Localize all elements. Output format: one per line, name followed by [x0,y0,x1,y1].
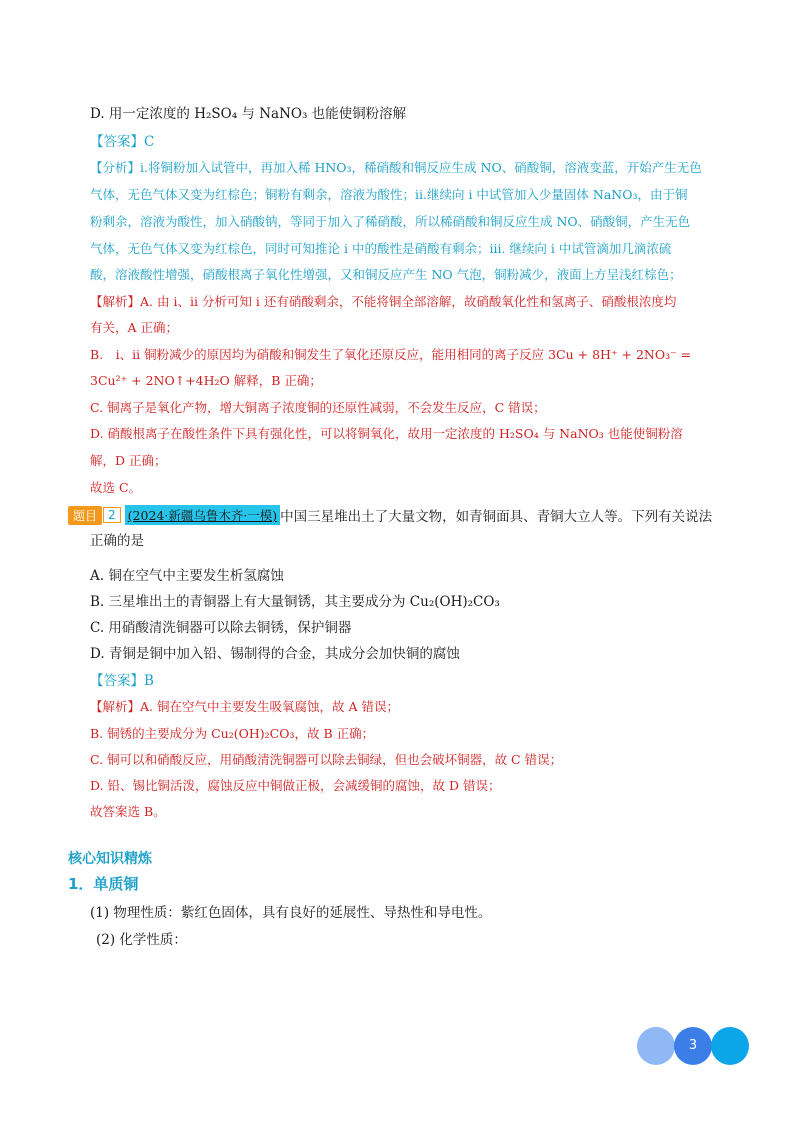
option-d: D. 用一定浓度的 H₂SO₄ 与 NaNO₃ 也能使铜粉溶解 [90,106,407,122]
solution-line: B. 铜锈的主要成分为 Cu₂(OH)₂CO₃，故 B 正确； [90,726,375,741]
page-number-badge [637,1027,752,1067]
question-stem-cont: 正确的是 [90,533,144,549]
question-header [68,505,712,525]
answer-line [90,132,154,152]
analysis-line: 粉剩余，溶液为酸性，加入硝酸钠，等同于加入了稀硝酸，所以稀硝酸和铜反应生成 NO、硝酸铜，产生无色 [90,214,691,229]
analysis-line: 气体，无色气体又变为红棕色，同时可知推论 i 中的酸性是硝酸有剩余；iii. 继续向 i 中试管滴加几滴浓硫 [90,241,672,256]
solution-line: D. 硝酸根离子在酸性条件下具有强化性，可以将铜氧化，故用一定浓度的 H₂SO₄ 与 NaNO₃ 也能使铜粉溶 [90,426,683,441]
solution-line: B. i、ii 铜粉减少的原因均为硝酸和铜发生了氧化还原反应，能用相同的离子反应 3Cu + 8H⁺ + 2NO₃⁻ = [90,347,692,362]
analysis-line: 【分析】i.将铜粉加入试管中，再加入稀 HNO₃，稀硝酸和铜反应生成 NO、硝酸铜，溶液变蓝，开始产生无色 [90,160,702,175]
page-circle-right [711,1027,749,1065]
solution-line: 有关，A 正确； [90,320,179,335]
answer-tag: 【答案】 [90,673,144,689]
option-c: C. 用硝酸清洗铜器可以除去铜锈，保护铜器 [90,620,352,636]
page-number: 3 [688,1038,698,1053]
section-title: 核心知识精炼 [68,851,152,867]
sub-title: 1．单质铜 [68,875,139,893]
knowledge-item: (2) 化学性质： [96,932,187,948]
solution-line: C. 铜离子是氧化产物，增大铜离子浓度铜的还原性减弱，不会发生反应，C 错误； [90,400,546,415]
question-badge: 题目 [68,506,102,525]
solution-line: 3Cu²⁺ + 2NO↑+4H₂O 解释，B 正确； [90,373,322,388]
solution-line: D. 铅、锡比铜活泼，腐蚀反应中铜做正极，会减缓铜的腐蚀，故 D 错误； [90,778,501,793]
answer-line [90,671,154,691]
option-b: B. 三星堆出土的青铜器上有大量铜锈，其主要成分为 Cu₂(OH)₂CO₃ [90,594,500,610]
answer-value: C [144,134,155,150]
solution-line: 【解析】A. 由 i、ii 分析可知 i 还有硝酸剩余，不能将铜全部溶解，故硝酸氧化性和氢离子、硝酸根浓度均 [90,294,677,309]
question-source: (2024·新疆乌鲁木齐·一模) [125,505,281,525]
answer-value: B [144,673,154,689]
option-a: A. 铜在空气中主要发生析氢腐蚀 [90,568,284,584]
knowledge-item: (1) 物理性质：紫红色固体，具有良好的延展性、导热性和导电性。 [90,905,492,921]
conclusion-line: 故答案选 B。 [90,804,166,819]
conclusion-line: 故选 C。 [90,480,142,495]
option-d: D. 青铜是铜中加入铅、锡制得的合金，其成分会加快铜的腐蚀 [90,646,460,662]
analysis-line: 气体，无色气体又变为红棕色；铜粉有剩余，溶液为酸性；ii.继续向 i 中试管加入少量固体 NaNO₃，由于铜 [90,187,688,202]
question-stem: 中国三星堆出土了大量文物，如青铜面具、青铜大立人等。下列有关说法 [280,509,713,525]
solution-line: 解，D 正确； [90,453,167,468]
solution-line: 【解析】A. 铜在空气中主要发生吸氧腐蚀，故 A 错误； [90,699,399,714]
analysis-line: 酸，溶液酸性增强，硝酸根离子氧化性增强，又和铜反应产生 NO 气泡，铜粉减少，液面上方呈浅红棕色； [90,267,682,282]
answer-tag: 【答案】 [90,134,144,150]
solution-line: C. 铜可以和硝酸反应，用硝酸清洗铜器可以除去铜绿，但也会破坏铜器，故 C 错误； [90,752,563,767]
page-circle-left [637,1027,675,1065]
question-number: 2 [103,507,121,523]
